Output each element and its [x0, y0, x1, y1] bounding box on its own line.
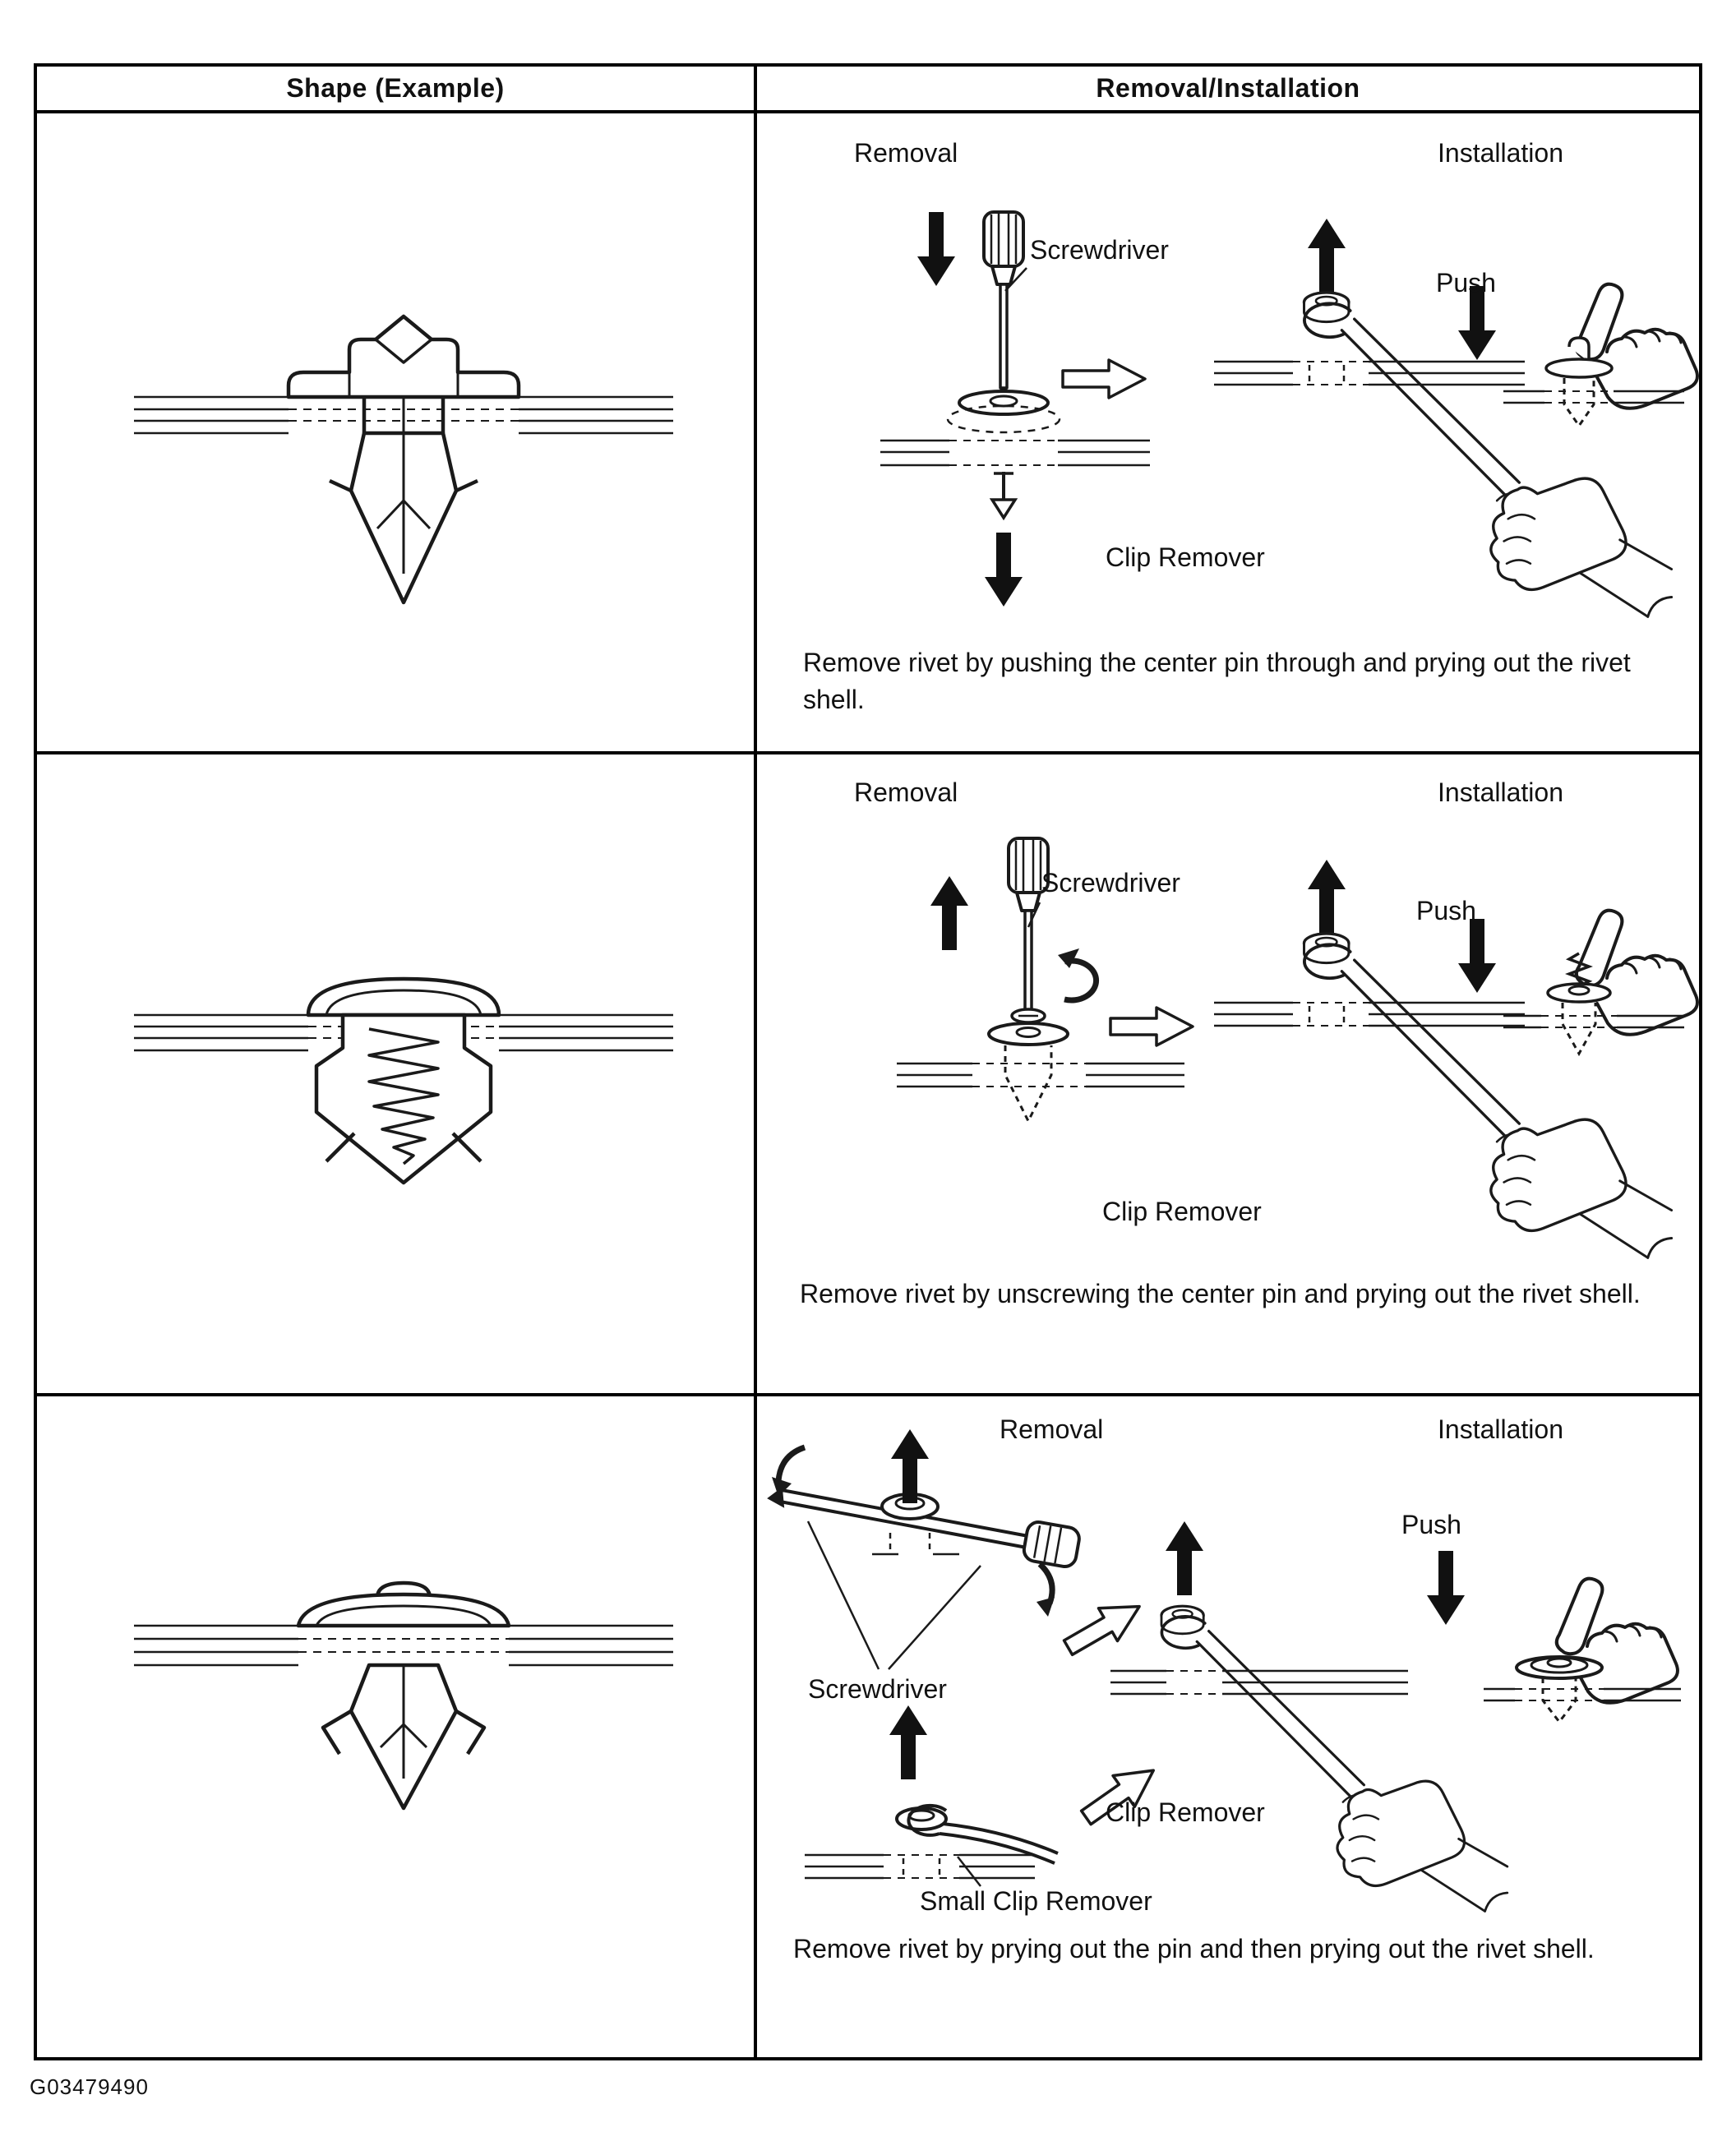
procedure-cell-2 — [757, 754, 1699, 1396]
push-rivet-shape-illustration — [37, 113, 754, 751]
pry-rivet-icon — [298, 1583, 509, 1808]
clip-remover-label: Clip Remover — [1106, 1797, 1265, 1827]
pry-arrow-icon — [1037, 1564, 1055, 1617]
installation-label: Installation — [1438, 777, 1563, 807]
figure-code: G03479490 — [30, 2074, 149, 2099]
step-arrow-icon — [1110, 1008, 1193, 1045]
screwdriver-icon — [1009, 838, 1048, 1026]
caption: Remove rivet by prying out the pin and then prying out the rivet shell. — [793, 1934, 1595, 1963]
panel-lines — [805, 1855, 1035, 1878]
rotate-arrow-icon — [1058, 948, 1097, 1000]
table-header-shape — [37, 67, 757, 113]
arrow-down-icon — [985, 533, 1023, 607]
shape-cell-2 — [37, 754, 757, 1396]
removal-label: Removal — [1000, 1414, 1104, 1444]
installation-label: Installation — [1438, 138, 1563, 168]
leader-line — [808, 1521, 981, 1669]
push-rivet-icon — [289, 316, 519, 602]
leader-line — [958, 1857, 981, 1886]
table-header-removal-installation — [757, 67, 1699, 113]
panel-lines — [1214, 362, 1525, 385]
push-hand-icon — [1557, 1579, 1678, 1703]
arrow-up-icon — [1166, 1521, 1203, 1595]
panel-lines — [1214, 1003, 1525, 1026]
panel-lines — [134, 1626, 673, 1665]
removal-label: Removal — [854, 777, 958, 807]
instruction-table — [34, 63, 1702, 2060]
screw-rivet-shape-illustration — [37, 754, 754, 1393]
clip-remover-label: Clip Remover — [1106, 542, 1265, 572]
push-label: Push — [1436, 268, 1496, 298]
push-label: Push — [1416, 896, 1476, 925]
pin-icon — [992, 472, 1015, 518]
header-shape-label: Shape (Example) — [286, 73, 505, 103]
rivet-washer-icon — [948, 391, 1060, 432]
screwdriver-icon — [984, 212, 1023, 399]
panel-lines — [880, 441, 1150, 465]
arrow-up-icon — [1308, 219, 1346, 293]
arrow-up-icon — [1308, 860, 1346, 934]
arrow-up-icon — [930, 876, 968, 950]
shape-cell-1 — [37, 113, 757, 754]
pry-arrow-icon — [772, 1447, 805, 1497]
header-removal-installation-label: Removal/Installation — [1096, 73, 1360, 103]
panel-lines — [897, 1064, 1184, 1087]
screw-rivet-icon — [989, 1009, 1068, 1121]
screw-rivet-icon — [308, 979, 499, 1183]
screwdriver-label: Screwdriver — [1041, 868, 1180, 897]
step-arrow-icon — [1063, 360, 1145, 398]
clip-remover-icon — [1161, 1606, 1507, 1911]
screwdriver-label: Screwdriver — [1030, 235, 1169, 265]
procedure-cell-3 — [757, 1396, 1699, 2057]
arrow-down-icon — [917, 212, 955, 286]
pry-rivet-shape-illustration — [37, 1396, 754, 2057]
arrow-down-icon — [1458, 919, 1496, 993]
installation-label: Installation — [1438, 1414, 1563, 1444]
step-arrow-icon — [1059, 1590, 1149, 1664]
arrow-up-icon — [891, 1429, 929, 1503]
push-label: Push — [1401, 1510, 1461, 1539]
screwdriver-label: Screwdriver — [808, 1674, 947, 1704]
caption: Remove rivet by unscrewing the center pin and prying out the rivet shell. — [800, 1279, 1641, 1308]
small-clip-remover-label: Small Clip Remover — [920, 1886, 1152, 1916]
procedure-cell-1 — [757, 113, 1699, 754]
removal-label: Removal — [854, 138, 958, 168]
caption: Remove rivet by pushing the center pin through and prying out the rivet shell. — [803, 648, 1631, 715]
clip-remover-label: Clip Remover — [1102, 1197, 1262, 1226]
arrow-down-icon — [1427, 1551, 1465, 1625]
shape-cell-3 — [37, 1396, 757, 2057]
push-hand-icon — [1577, 284, 1697, 408]
arrow-up-icon — [889, 1705, 927, 1779]
